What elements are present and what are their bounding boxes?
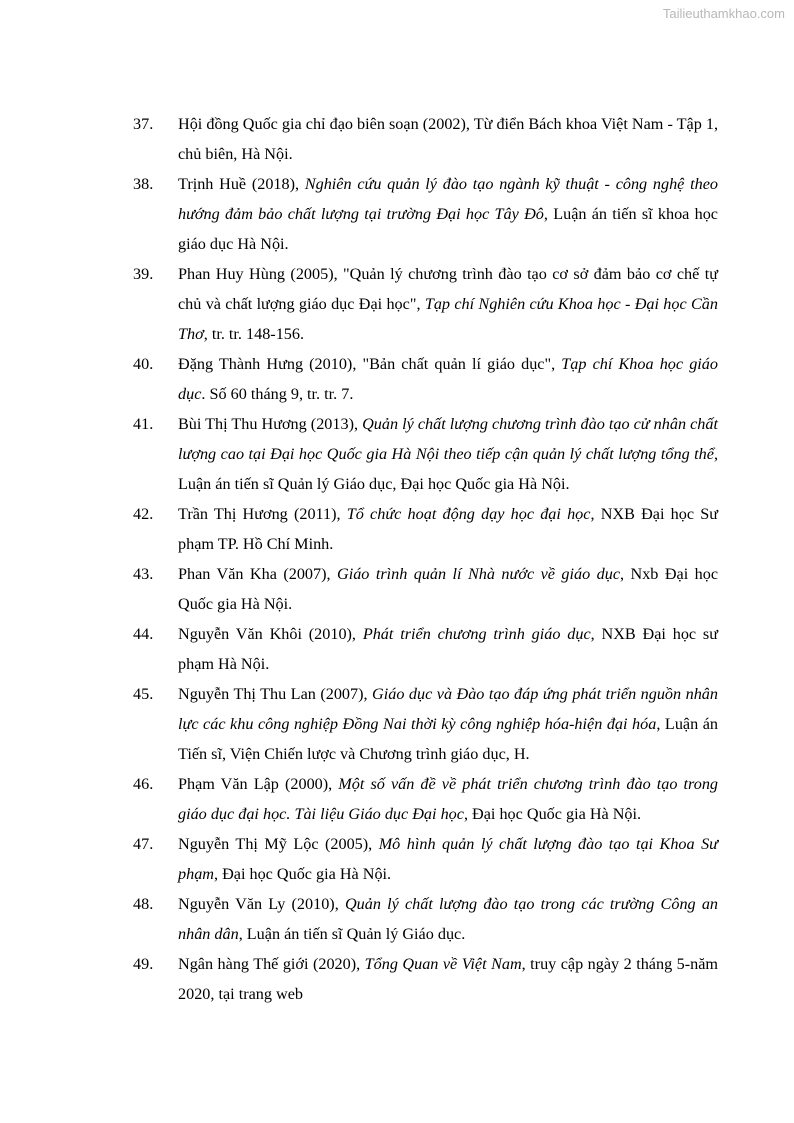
reference-number: 49.	[133, 955, 154, 973]
reference-item	[133, 949, 718, 1009]
reference-text	[178, 499, 718, 559]
reference-list	[133, 109, 718, 1009]
reference-segment: Bùi Thị Thu Hương (2013),	[178, 415, 363, 433]
reference-segment: Phan Huy Hùng (2005), "Quản lý chương trình đào tạo cơ sở đảm bảo cơ chế tự chủ và chất lượng giáo dục Đại học",	[178, 265, 718, 313]
reference-item	[133, 169, 718, 259]
reference-segment: Đặng Thành Hưng (2010), "Bản chất quản lí giáo dục",	[178, 355, 562, 373]
reference-text	[178, 949, 718, 1009]
reference-text	[178, 769, 718, 829]
reference-number: 40.	[133, 355, 154, 373]
reference-item	[133, 829, 718, 889]
reference-text	[178, 679, 718, 769]
reference-segment: Nguyễn Thị Mỹ Lộc (2005),	[178, 835, 379, 853]
reference-text	[178, 109, 718, 169]
reference-number: 39.	[133, 265, 154, 283]
reference-number: 41.	[133, 415, 154, 433]
reference-text	[178, 559, 718, 619]
reference-item	[133, 559, 718, 619]
reference-title: Nghiên cứu quản lý đào tạo ngành kỹ thuật - công nghệ theo hướng đảm bảo chất lượng tại trường Đại học Tây Đô	[178, 175, 718, 223]
reference-segment: , tr. tr. 148-156.	[203, 325, 305, 343]
reference-number: 37.	[133, 115, 154, 133]
reference-number: 38.	[133, 175, 154, 193]
reference-segment: , NXB Đại học sư phạm Hà Nội.	[178, 625, 718, 673]
reference-item	[133, 109, 718, 169]
reference-item	[133, 349, 718, 409]
reference-segment: Trần Thị Hương (2011),	[178, 505, 347, 523]
reference-segment: , Luận án tiến sĩ khoa học giáo dục Hà Nội.	[178, 205, 718, 253]
reference-text	[178, 259, 718, 349]
reference-title: Tổ chức hoạt động dạy học đại học	[346, 505, 591, 523]
reference-title: Mô hình quản lý chất lượng đào tạo tại Khoa Sư phạm	[178, 835, 718, 883]
reference-segment: Nguyễn Thị Thu Lan (2007),	[178, 685, 373, 703]
reference-segment: . Số 60 tháng 9, tr. tr. 7.	[201, 385, 354, 403]
reference-segment: Nguyễn Văn Ly (2010),	[178, 895, 345, 913]
reference-number: 42.	[133, 505, 154, 523]
reference-segment: , Luận án tiến sĩ Quản lý Giáo dục, Đại học Quốc gia Hà Nội.	[178, 445, 718, 493]
reference-segment: , Đại học Quốc gia Hà Nội.	[463, 805, 642, 823]
reference-item	[133, 769, 718, 829]
reference-title: Tạp chí Khoa học giáo dục	[178, 355, 718, 403]
reference-title: Phát triển chương trình giáo dục	[362, 625, 591, 643]
reference-segment: Ngân hàng Thế giới (2020),	[178, 955, 365, 973]
reference-text	[178, 349, 718, 409]
reference-item	[133, 679, 718, 769]
reference-item	[133, 889, 718, 949]
reference-segment: , Nxb Đại học Quốc gia Hà Nội.	[178, 565, 719, 613]
reference-title: Một số vấn đề về phát triển chương trình đào tạo trong giáo dục đại học. Tài liệu Giáo dục Đại học	[178, 775, 719, 823]
reference-number: 46.	[133, 775, 154, 793]
reference-number: 48.	[133, 895, 154, 913]
reference-segment: , Luận án Tiến sĩ, Viện Chiến lược và Chương trình giáo dục, H.	[178, 715, 719, 763]
reference-text	[178, 169, 718, 259]
reference-segment: Trịnh Huề (2018),	[178, 175, 305, 193]
reference-title: Giáo trình quản lí Nhà nước về giáo dục	[337, 565, 621, 583]
reference-title: Tổng Quan về Việt Nam	[364, 955, 522, 973]
watermark: Tailieuthamkhao.com	[662, 6, 785, 21]
reference-item	[133, 259, 718, 349]
reference-segment: Nguyễn Văn Khôi (2010),	[178, 625, 363, 643]
reference-title: Quản lý chất lượng đào tạo trong các trường Công an nhân dân	[178, 895, 719, 943]
reference-number: 44.	[133, 625, 154, 643]
reference-title: Giáo dục và Đào tạo đáp ứng phát triển nguồn nhân lực các khu công nghiệp Đồng Nai thời kỳ công nghiệp hóa-hiện đại hóa	[178, 685, 718, 733]
reference-text	[178, 619, 718, 679]
reference-text	[178, 889, 718, 949]
reference-segment: Phạm Văn Lập (2000),	[178, 775, 339, 793]
reference-segment: , truy cập ngày 2 tháng 5-năm 2020, tại trang web	[178, 955, 718, 1003]
reference-segment: , Luận án tiến sĩ Quản lý Giáo dục.	[238, 925, 466, 943]
reference-title: Quản lý chất lượng chương trình đào tạo cử nhân chất lượng cao tại Đại học Quốc gia Hà Nội theo tiếp cận quản lý chất lượng tổng thể	[178, 415, 718, 463]
reference-text	[178, 409, 718, 499]
reference-segment: Phan Văn Kha (2007),	[178, 565, 337, 583]
reference-item	[133, 619, 718, 679]
reference-text	[178, 829, 718, 889]
reference-segment: , Đại học Quốc gia Hà Nội.	[213, 865, 392, 883]
reference-segment: Hội đồng Quốc gia chỉ đạo biên soạn (2002), Từ điển Bách khoa Việt Nam - Tập 1, chủ biên, Hà Nội.	[178, 115, 718, 163]
reference-number: 45.	[133, 685, 154, 703]
reference-segment: , NXB Đại học Sư phạm TP. Hồ Chí Minh.	[178, 505, 718, 553]
reference-item	[133, 409, 718, 499]
reference-number: 43.	[133, 565, 154, 583]
reference-item	[133, 499, 718, 559]
reference-number: 47.	[133, 835, 154, 853]
reference-title: Tạp chí Nghiên cứu Khoa học - Đại học Cần Thơ	[178, 295, 718, 343]
